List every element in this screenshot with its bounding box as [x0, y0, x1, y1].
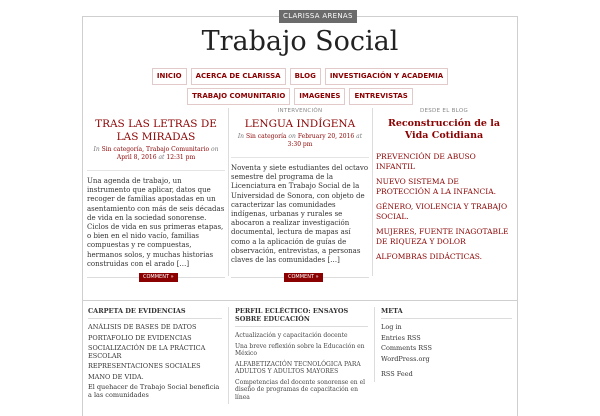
widget-link[interactable]: WordPress.org — [381, 354, 430, 363]
widget-link[interactable]: Log in — [381, 323, 402, 331]
site-title[interactable]: Trabajo Social — [201, 26, 399, 57]
post-date[interactable]: February 20, 2016 — [297, 133, 355, 140]
widget-link[interactable]: Actualización y capacitación docente — [235, 332, 348, 339]
meta-at: at — [158, 154, 165, 161]
nav-item-imagenes[interactable]: IMAGENES — [294, 88, 345, 105]
widget-link[interactable]: REPRESENTACIONES SOCIALES — [88, 362, 201, 370]
post-excerpt: Una agenda de trabajo, un instrumento que aplicar, datos que recoger de familias apostadas en un asentamiento con más de seis décadas de vida en la sociedad sonorense. Ciclos de vida en sus primeras etapas, o bien en el nido vacío, familias compuestas y re compuestas, hermanos solos, y muchas historias construidas con el arado […] — [87, 170, 225, 269]
site-tag[interactable]: CLARISSA ARENAS — [279, 10, 357, 23]
blog-link[interactable]: GÉNERO, VIOLENCIA Y TRABAJO SOCIAL. — [376, 202, 508, 221]
widget-perfil — [228, 307, 374, 404]
nav-item-trabajo-comunitario[interactable]: TRABAJO COMUNITARIO — [187, 88, 290, 105]
nav-item-investigacion[interactable]: INVESTIGACIÓN Y ACADEMIA — [325, 68, 448, 85]
blog-list — [376, 152, 512, 262]
blog-kicker: DESDE EL BLOG — [419, 108, 469, 114]
widget-title: CARPETA DE EVIDENCIAS — [88, 307, 222, 319]
post-card — [87, 108, 225, 269]
blog-link[interactable]: PREVENCIÓN DE ABUSO INFANTIL — [376, 152, 476, 171]
meta-in: In — [237, 133, 245, 140]
widget-link[interactable]: ANÁLISIS DE BASES DE DATOS — [88, 323, 197, 331]
post-excerpt: Noventa y siete estudiantes del octavo semestre del programa de la Licenciatura en Trabajo Social de la Universidad de Sonora, con objeto de caracterizar las comunidades indígenas, urbanas y rurales se abocaron a realizar investigación documental, lectura de mapas así como a la aplicación de guías de observación, entrevistas, a personas claves de las comunidades […] — [231, 157, 369, 265]
post-time[interactable]: 12:31 pm — [166, 154, 196, 161]
post-card — [231, 108, 369, 265]
post-meta — [87, 146, 225, 162]
blog-title[interactable]: Reconstrucción de la Vida Cotidiana — [387, 118, 501, 141]
widget-title: PERFIL ECLÉCTICO: ENSAYOS SOBRE EDUCACIÓN — [235, 307, 368, 327]
post-kicker[interactable]: INTERVENCIÓN — [277, 108, 323, 114]
meta-at: at — [356, 133, 363, 140]
main-nav — [100, 68, 500, 105]
column-divider — [228, 108, 229, 276]
footer-widgets — [82, 300, 518, 401]
blog-link[interactable]: NUEVO SISTEMA DE PROTECCIÓN A LA INFANCIA. — [376, 177, 496, 196]
blog-link[interactable]: ALFOMBRAS DIDÁCTICAS. — [376, 252, 483, 261]
widget-link[interactable]: Comments RSS — [381, 344, 432, 352]
nav-item-blog[interactable]: BLOG — [290, 68, 321, 85]
widget-evidencias — [82, 307, 228, 402]
comment-button[interactable]: COMMENT » — [139, 273, 178, 282]
blog-link[interactable]: MUJERES, FUENTE INAGOTABLE DE RIQUEZA Y DOLOR — [376, 227, 509, 246]
comment-button[interactable]: COMMENT » — [284, 273, 323, 282]
blog-column — [376, 108, 512, 268]
post-title[interactable]: LENGUA INDÍGENA — [244, 118, 356, 130]
widget-list — [235, 332, 374, 401]
widget-link[interactable]: Entries RSS — [381, 333, 421, 342]
meta-on: on — [288, 133, 296, 140]
meta-in: In — [93, 146, 100, 153]
widget-link[interactable]: Una breve reflexión sobre la Educación en México — [235, 342, 365, 357]
widget-link[interactable]: Competencias del docente sonorense en el diseño de programas de capacitación en línea — [235, 378, 366, 401]
widget-link[interactable]: El quehacer de Trabajo Social beneficia a las comunidades — [88, 383, 220, 399]
post-kicker — [87, 108, 225, 116]
widget-link[interactable]: ALFABETIZACIÓN TECNOLÓGICA PARA ADULTOS Y ADULTOS MAYORES — [235, 360, 361, 375]
post-date[interactable]: April 8, 2016 — [116, 154, 157, 161]
rss-feed-link[interactable]: RSS Feed — [381, 370, 413, 378]
nav-item-entrevistas[interactable]: ENTREVISTAS — [349, 88, 412, 105]
widget-list — [381, 324, 518, 379]
nav-item-inicio[interactable]: INICIO — [152, 68, 187, 85]
widget-link[interactable]: SOCIALIZACIÓN DE LA PRÁCTICA ESCOLAR — [88, 344, 206, 360]
widget-link[interactable]: PORTAFOLIO DE EVIDENCIAS — [88, 333, 192, 342]
nav-item-acerca[interactable]: ACERCA DE CLARISSA — [191, 68, 286, 85]
column-divider — [372, 108, 373, 276]
post-categories[interactable]: Sin categoría, Trabajo Comunitario — [101, 146, 210, 153]
widget-list — [88, 324, 228, 399]
post-meta — [231, 133, 369, 149]
widget-title: META — [381, 307, 512, 319]
post-categories[interactable]: Sin categoría — [245, 133, 287, 140]
widget-meta — [374, 307, 518, 382]
meta-on: on — [211, 146, 219, 153]
widget-link[interactable]: MANO DE VIDA. — [88, 372, 144, 381]
post-time[interactable]: 3:30 pm — [287, 141, 313, 148]
post-title[interactable]: TRAS LAS LETRAS DE LAS MIRADAS — [95, 118, 217, 143]
